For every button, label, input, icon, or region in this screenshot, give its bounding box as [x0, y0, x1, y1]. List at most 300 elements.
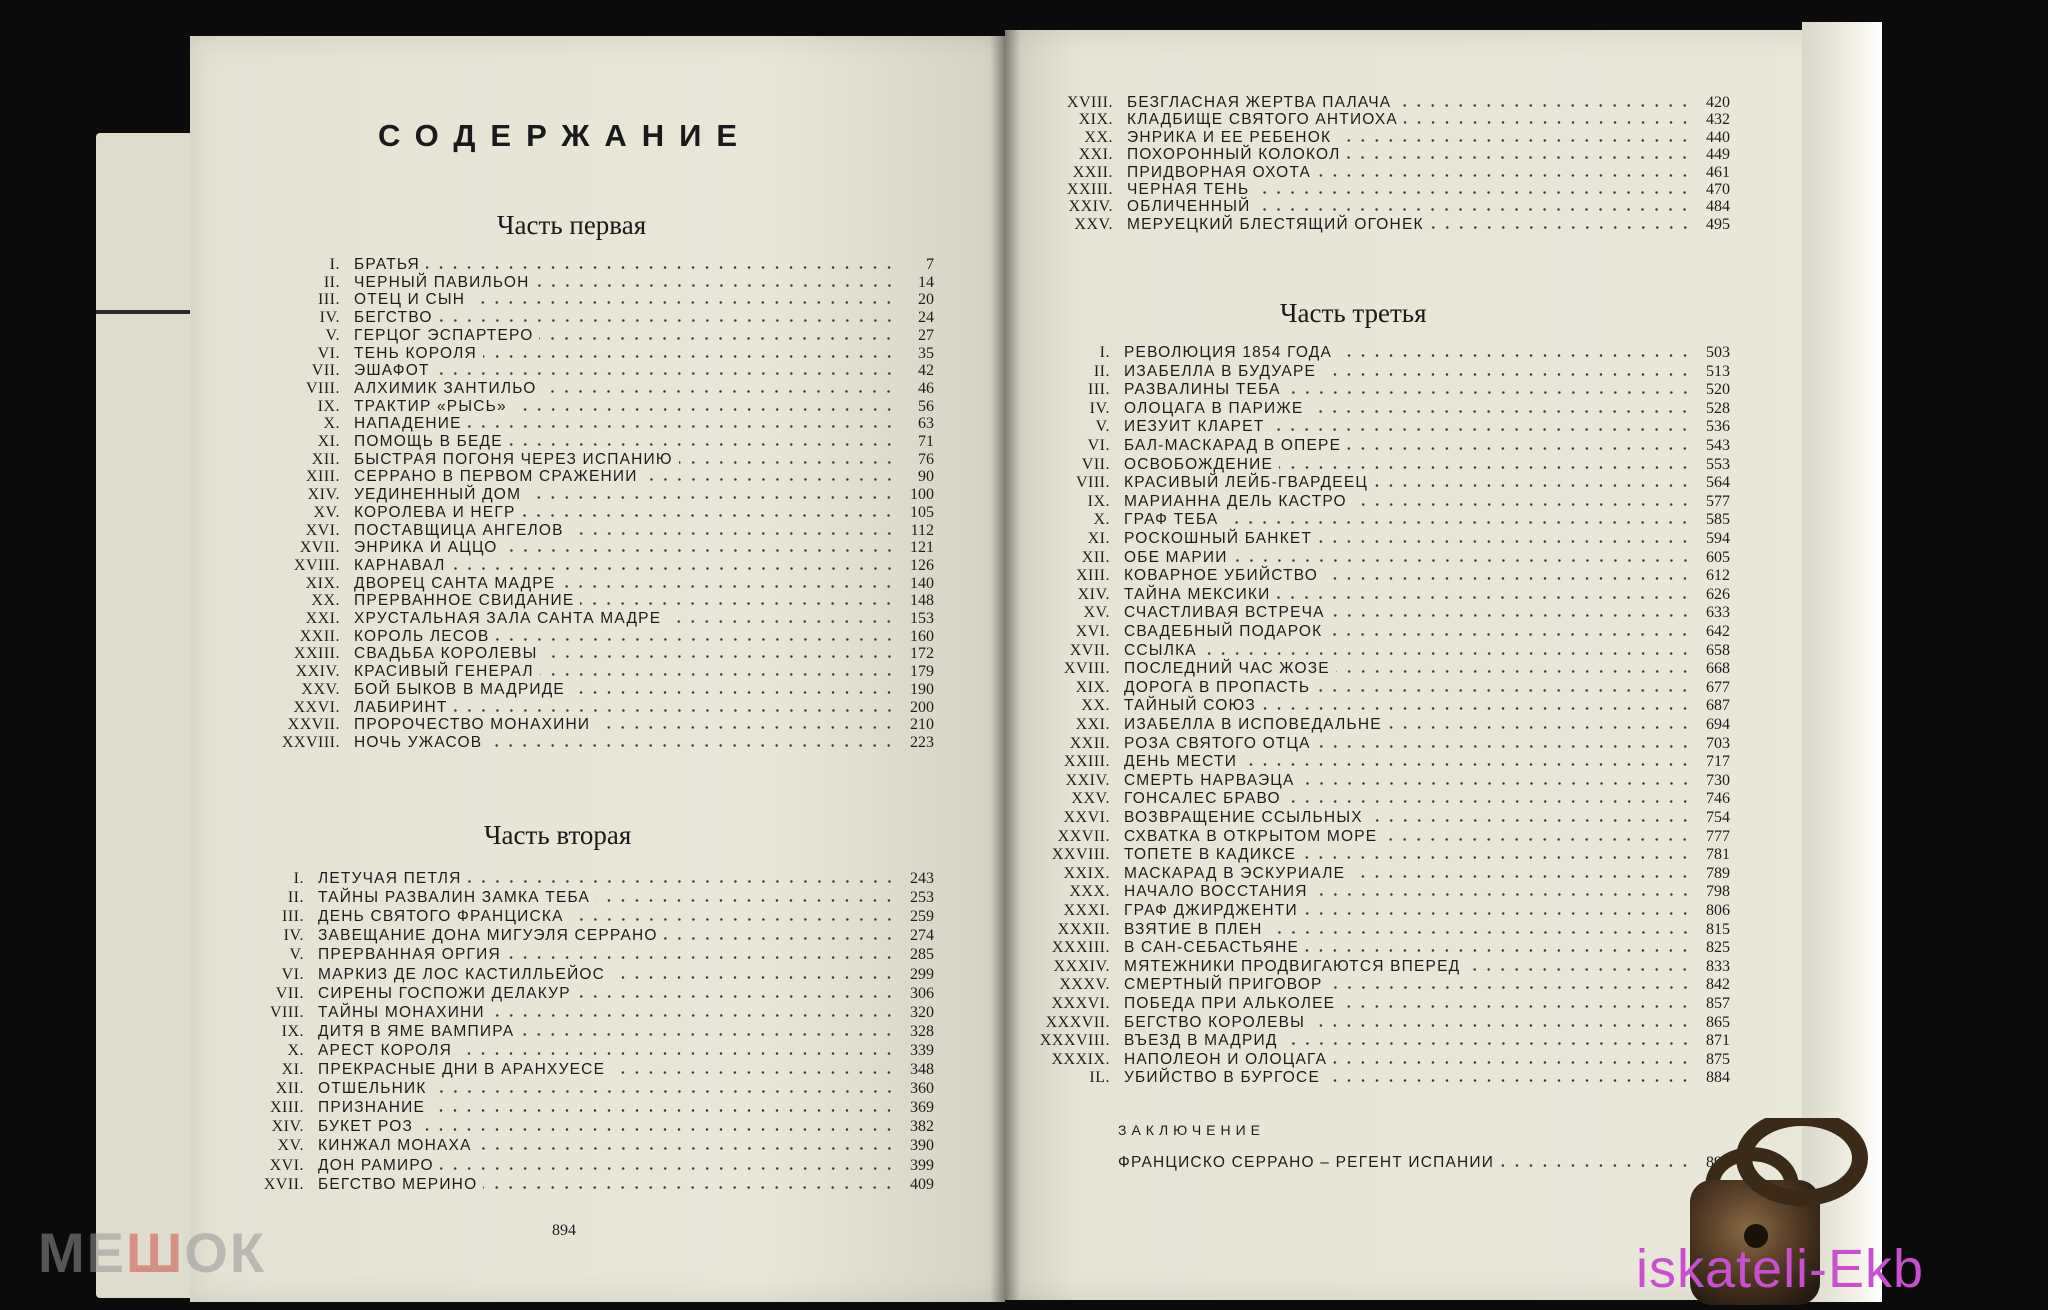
toc-entry	[222, 380, 934, 398]
chapter-title: ПОСЛЕДНИЙ ЧАС ЖОЗЕ	[1124, 660, 1330, 678]
chapter-page: 306	[910, 984, 934, 1002]
leader-dots	[1314, 893, 1692, 896]
leader-dots	[426, 266, 896, 269]
chapter-number: XX.	[1081, 697, 1110, 715]
toc-entry	[222, 1137, 934, 1155]
chapter-page: 585	[1706, 511, 1730, 529]
chapter-title: ЛЕТУЧАЯ ПЕТЛЯ	[318, 870, 462, 887]
chapter-number: VII.	[311, 362, 340, 380]
chapter-page: 825	[1706, 939, 1730, 957]
chapter-title: УЕДИНЕННЫЙ ДОМ	[354, 486, 522, 504]
leader-dots	[667, 620, 896, 623]
chapter-title: ПОМОЩЬ В БЕДЕ	[354, 433, 503, 450]
toc-entry	[1018, 642, 1730, 660]
conclusion-page: 891	[1706, 1154, 1730, 1171]
chapter-page: 543	[1706, 437, 1730, 454]
leader-dots	[1279, 466, 1692, 469]
chapter-page: 884	[1706, 1069, 1730, 1087]
toc-entry	[1018, 697, 1730, 715]
chapter-page: 253	[910, 889, 934, 907]
toc-entry	[1018, 474, 1730, 492]
chapter-title: ПРЕКРАСНЫЕ ДНИ В АРАНХУЕСЕ	[318, 1061, 606, 1078]
chapter-title: АРЕСТ КОРОЛЯ	[318, 1041, 453, 1059]
chapter-number: XXXII.	[1057, 920, 1110, 938]
chapter-number: XXIV.	[1068, 198, 1113, 216]
chapter-number: XXI.	[305, 610, 340, 627]
leader-dots	[644, 478, 896, 481]
chapter-page: 842	[1706, 976, 1730, 994]
leader-dots	[1304, 912, 1692, 915]
chapter-title: КОРОЛЕВА И НЕГР	[354, 503, 516, 521]
chapter-title: РОСКОШНЫЙ БАНКЕТ	[1124, 530, 1313, 547]
chapter-page: 200	[910, 698, 934, 716]
chapter-page: 243	[910, 870, 934, 887]
conclusion-entry	[1118, 1150, 1730, 1172]
leader-dots	[468, 425, 896, 428]
chapter-title: НАЧАЛО ВОССТАНИЯ	[1124, 883, 1308, 901]
leader-dots	[1388, 726, 1692, 729]
toc-entry	[1038, 94, 1730, 112]
chapter-title: ВЗЯТИЕ В ПЛЕН	[1124, 920, 1263, 938]
chapter-number: IV.	[319, 309, 340, 327]
chapter-title: ХРУСТАЛЬНАЯ ЗАЛА САНТА МАДРЕ	[354, 610, 662, 627]
leader-dots	[1287, 800, 1692, 803]
toc-entry	[222, 592, 934, 610]
leader-dots	[419, 1128, 896, 1131]
chapter-number: XX.	[1084, 128, 1113, 146]
chapter-title: КЛАДБИЩЕ СВЯТОГО АНТИОХА	[1127, 111, 1398, 129]
toc-entry	[222, 362, 934, 380]
toc-entry	[222, 889, 934, 907]
toc-entry	[222, 256, 934, 274]
chapter-title: СХВАТКА В ОТКРЫТОМ МОРЕ	[1124, 827, 1378, 845]
toc-entry	[222, 927, 934, 945]
toc-entry	[222, 699, 934, 717]
leader-dots	[664, 937, 896, 940]
leader-dots	[521, 514, 896, 517]
leader-dots	[1262, 707, 1692, 710]
leader-dots	[1317, 745, 1692, 748]
chapter-title: ОЛОЦАГА В ПАРИЖЕ	[1124, 399, 1304, 417]
chapter-title: ВЪЕЗД В МАДРИД	[1124, 1032, 1278, 1050]
watermark-meshok-post: ОК	[184, 1221, 267, 1284]
chapter-page: 513	[1706, 362, 1730, 380]
chapter-title: ГЕРЦОГ ЭСПАРТЕРО	[354, 326, 534, 344]
chapter-number: XIX.	[305, 574, 340, 592]
toc-entry	[222, 1099, 934, 1117]
chapter-title: ПРЕРВАННОЕ СВИДАНИЕ	[354, 592, 575, 610]
leader-dots	[1301, 782, 1693, 785]
page-stack-edge	[1802, 22, 1882, 1302]
toc-entry	[222, 309, 934, 327]
part-two-title: Часть вторая	[484, 820, 632, 850]
chapter-page: 339	[910, 1041, 934, 1059]
leader-dots	[611, 976, 896, 979]
chapter-title: ДЕНЬ МЕСТИ	[1124, 753, 1238, 771]
chapter-number: XXVI.	[1063, 809, 1110, 826]
leader-dots	[611, 1071, 896, 1074]
chapter-number: XXVII.	[1057, 827, 1110, 845]
chapter-number: IX.	[317, 397, 340, 415]
chapter-number: XVIII.	[1063, 660, 1110, 678]
chapter-page: 112	[910, 521, 934, 539]
toc-entry	[1018, 753, 1730, 771]
leader-dots	[488, 744, 896, 747]
chapter-page: 520	[1706, 381, 1730, 399]
toc-entry	[1018, 1014, 1730, 1032]
leader-dots	[1316, 689, 1692, 692]
leader-dots	[468, 880, 896, 883]
chapter-title: ГОНСАЛЕС БРАВО	[1124, 790, 1281, 808]
chapter-number: XVII.	[299, 539, 340, 557]
chapter-number: XXIX.	[1063, 864, 1110, 882]
chapter-title: БЕГСТВО КОРОЛЕВЫ	[1124, 1013, 1306, 1031]
chapter-title: ДОРОГА В ПРОПАСТЬ	[1124, 678, 1311, 696]
chapter-page: 694	[1706, 716, 1730, 733]
chapter-title: ИЗАБЕЛЛА В ИСПОВЕДАЛЬНЕ	[1124, 716, 1382, 733]
leader-dots	[1270, 428, 1692, 431]
leader-dots	[536, 284, 896, 287]
chapter-number: XIV.	[271, 1118, 304, 1136]
chapter-number: XXXVIII.	[1039, 1032, 1110, 1050]
leader-dots	[1346, 156, 1692, 159]
watermark-meshok-pre: МЕ	[38, 1221, 126, 1284]
chapter-page: 409	[910, 1175, 934, 1193]
toc-entry	[1018, 772, 1730, 790]
leader-dots	[571, 691, 896, 694]
chapter-number: XXX.	[1069, 883, 1110, 901]
toc-entry	[222, 1176, 934, 1194]
chapter-title: ЗАВЕЩАНИЕ ДОНА МИГУЭЛЯ СЕРРАНО	[318, 927, 658, 945]
leader-dots	[1287, 391, 1692, 394]
chapter-number: V.	[289, 946, 304, 964]
leader-dots	[1305, 949, 1692, 952]
chapter-title: ЛАБИРИНТ	[354, 698, 448, 716]
chapter-page: 369	[910, 1099, 934, 1117]
chapter-number: XI.	[281, 1061, 304, 1078]
toc-entry	[1018, 1051, 1730, 1069]
chapter-page: 71	[918, 433, 934, 450]
toc-entry	[1018, 865, 1730, 883]
chapter-number: XXVIII.	[281, 733, 340, 751]
leader-dots	[1224, 521, 1692, 524]
chapter-number: IL.	[1089, 1069, 1110, 1087]
toc-entry	[222, 870, 934, 888]
chapter-title: МЯТЕЖНИКИ ПРОДВИГАЮТСЯ ВПЕРЕД	[1124, 957, 1461, 975]
leader-dots	[1302, 856, 1692, 859]
chapter-page: 382	[910, 1118, 934, 1136]
chapter-title: НОЧЬ УЖАСОВ	[354, 733, 483, 751]
leader-dots	[1338, 354, 1692, 357]
chapter-page: 626	[1706, 585, 1730, 603]
chapter-title: ДИТЯ В ЯМЕ ВАМПИРА	[318, 1022, 515, 1040]
chapter-page: 153	[910, 610, 934, 627]
leader-dots	[577, 995, 896, 998]
leader-dots	[1243, 763, 1692, 766]
toc-entry	[1018, 400, 1730, 418]
chapter-title: ОБЕ МАРИИ	[1124, 548, 1228, 566]
chapter-page: 360	[910, 1080, 934, 1098]
chapter-title: УБИЙСТВО В БУРГОСЕ	[1124, 1069, 1320, 1087]
chapter-number: XIII.	[1075, 567, 1110, 585]
leader-dots	[679, 461, 896, 464]
chapter-number: I.	[293, 870, 304, 887]
leader-dots	[1255, 191, 1692, 194]
chapter-title: БЕЗГЛАСНАЯ ЖЕРТВА ПАЛАЧА	[1127, 94, 1392, 111]
leader-dots	[1383, 838, 1692, 841]
leader-dots	[1404, 121, 1692, 124]
chapter-page: 503	[1706, 344, 1730, 361]
chapter-number: XXII.	[1072, 163, 1113, 181]
leader-dots	[1234, 559, 1692, 562]
chapter-number: I.	[329, 256, 340, 273]
chapter-page: 320	[910, 1003, 934, 1021]
chapter-title: ОТШЕЛЬНИК	[318, 1080, 427, 1098]
part-three-title: Часть третья	[1280, 298, 1427, 328]
chapter-page: 20	[918, 291, 934, 309]
chapter-title: МЕРУЕЦКИЙ БЛЕСТЯЩИЙ ОГОНЕК	[1127, 215, 1424, 233]
chapter-number: XXXIII.	[1051, 939, 1110, 957]
chapter-page: 7	[926, 256, 934, 273]
toc-entry	[222, 468, 934, 486]
conclusion-title: ФРАНЦИСКО СЕРРАНО – РЕГЕНТ ИСПАНИИ	[1118, 1154, 1495, 1171]
chapter-number: XIV.	[1077, 585, 1110, 603]
leader-dots	[483, 355, 896, 358]
leader-dots	[1317, 174, 1692, 177]
chapter-number: XXIII.	[1066, 181, 1113, 198]
chapter-title: ОСВОБОЖДЕНИЕ	[1124, 455, 1274, 473]
leader-dots	[1374, 484, 1692, 487]
toc-entry	[222, 681, 934, 699]
toc-entry	[1018, 363, 1730, 381]
chapter-page: 815	[1706, 920, 1730, 938]
chapter-title: ПРОРОЧЕСТВО МОНАХИНИ	[354, 716, 591, 734]
leader-dots	[1326, 1079, 1692, 1082]
leader-dots	[527, 496, 896, 499]
chapter-title: ТАЙНЫЙ СОЮЗ	[1124, 697, 1256, 715]
leader-dots	[436, 372, 896, 375]
chapter-title: РАЗВАЛИНЫ ТЕБА	[1124, 381, 1281, 399]
chapter-title: ССЫЛКА	[1124, 641, 1197, 659]
toc-entry	[222, 645, 934, 663]
toc-entry	[1038, 129, 1730, 147]
leader-dots	[1256, 208, 1692, 211]
chapter-page: 140	[910, 574, 934, 592]
toc-entry	[1018, 679, 1730, 697]
contents-title: СОДЕРЖАНИЕ	[378, 118, 753, 153]
toc-entry	[1018, 549, 1730, 567]
leader-dots	[1329, 986, 1692, 989]
chapter-page: 223	[910, 733, 934, 751]
toc-entry	[222, 291, 934, 309]
chapter-number: XVII.	[1069, 641, 1110, 659]
chapter-page: 160	[910, 627, 934, 645]
toc-entry	[222, 274, 934, 292]
toc-entry	[1038, 111, 1730, 129]
chapter-number: IX.	[1087, 492, 1110, 510]
toc-entry	[222, 522, 934, 540]
leader-dots	[1309, 410, 1692, 413]
chapter-page: 105	[910, 503, 934, 521]
chapter-page: 420	[1706, 94, 1730, 111]
leader-dots	[1337, 139, 1692, 142]
leader-dots	[452, 567, 896, 570]
toc-entry	[222, 734, 934, 752]
leader-dots	[439, 319, 896, 322]
leader-dots	[1333, 1061, 1692, 1064]
chapter-page: 27	[918, 326, 934, 344]
chapter-page: 461	[1706, 163, 1730, 181]
chapter-number: IV.	[1089, 399, 1110, 417]
chapter-title: ПРЕРВАННАЯ ОРГИЯ	[318, 946, 501, 964]
chapter-page: 35	[918, 344, 934, 362]
chapter-title: ТРАКТИР «РЫСЬ»	[354, 397, 507, 415]
toc-entry	[1018, 828, 1730, 846]
toc-entry	[222, 345, 934, 363]
toc-entry	[222, 1004, 934, 1022]
toc-entry	[222, 1042, 934, 1060]
chapter-title: БЕГСТВО	[354, 309, 433, 327]
chapter-number: XI.	[317, 433, 340, 450]
chapter-title: МАРКИЗ ДЕ ЛОС КАСТИЛЛЬЕЙОС	[318, 965, 606, 983]
chapter-number: XX.	[311, 592, 340, 610]
chapter-page: 440	[1706, 128, 1730, 146]
toc-entry	[222, 716, 934, 734]
toc-entry	[1018, 809, 1730, 827]
chapter-number: VI.	[317, 344, 340, 362]
chapter-page: 470	[1706, 181, 1730, 198]
chapter-page: 605	[1706, 548, 1730, 566]
chapter-number: XVI.	[269, 1156, 304, 1174]
chapter-page: 484	[1706, 198, 1730, 216]
chapter-page: 495	[1706, 215, 1730, 233]
leader-dots	[478, 1147, 896, 1150]
chapter-title: ПОБЕДА ПРИ АЛЬКОЛЕЕ	[1124, 995, 1336, 1012]
toc-entry	[222, 663, 934, 681]
leader-dots	[540, 673, 896, 676]
chapter-page: 564	[1706, 474, 1730, 492]
chapter-page: 754	[1706, 809, 1730, 826]
chapter-number: XXIV.	[1065, 771, 1110, 789]
toc-entry	[1018, 567, 1730, 585]
chapter-title: СВАДЕБНЫЙ ПОДАРОК	[1124, 623, 1323, 640]
leader-dots	[483, 1186, 896, 1189]
toc-entry	[1038, 198, 1730, 216]
chapter-title: ПРИЗНАНИЕ	[318, 1099, 425, 1117]
chapter-title: ГРАФ ТЕБА	[1124, 511, 1219, 529]
chapter-title: НАПАДЕНИЕ	[354, 415, 462, 433]
leader-dots	[1318, 540, 1692, 543]
leader-dots	[1397, 104, 1692, 107]
chapter-page: 24	[918, 309, 934, 327]
chapter-page: 717	[1706, 753, 1730, 771]
chapter-title: РЕВОЛЮЦИЯ 1854 ГОДА	[1124, 344, 1332, 361]
chapter-title: БУКЕТ РОЗ	[318, 1118, 414, 1136]
chapter-page: 577	[1706, 492, 1730, 510]
chapter-title: ИЗАБЕЛЛА В БУДУАРЕ	[1124, 362, 1317, 380]
chapter-page: 781	[1706, 846, 1730, 864]
chapter-number: III.	[318, 291, 340, 309]
chapter-number: XXIII.	[1063, 753, 1110, 771]
leader-dots	[504, 549, 896, 552]
chapter-page: 528	[1706, 399, 1730, 417]
chapter-title: ДОН РАМИРО	[318, 1156, 434, 1174]
chapter-page: 806	[1706, 902, 1730, 919]
toc-entry	[1018, 493, 1730, 511]
leader-dots	[1324, 577, 1692, 580]
toc-entry	[1018, 921, 1730, 939]
chapter-page: 798	[1706, 883, 1730, 901]
chapter-number: VI.	[1087, 437, 1110, 454]
chapter-page: 285	[910, 946, 934, 964]
chapter-page: 14	[918, 273, 934, 291]
chapter-number: XXII.	[299, 627, 340, 645]
chapter-number: II.	[323, 273, 340, 291]
toc-entry	[1038, 181, 1730, 199]
chapter-number: XVI.	[305, 521, 340, 539]
chapter-page: 730	[1706, 771, 1730, 789]
part-one-title: Часть первая	[497, 210, 647, 240]
chapter-page: 126	[910, 556, 934, 574]
chapter-page: 857	[1706, 995, 1730, 1012]
chapter-number: X.	[323, 415, 340, 433]
chapter-number: V.	[325, 326, 340, 344]
toc-entry	[222, 1061, 934, 1079]
chapter-title: В САН-СЕБАСТЬЯНЕ	[1124, 939, 1300, 957]
chapter-title: ЧЕРНЫЙ ПАВИЛЬОН	[354, 273, 530, 291]
toc-entry	[222, 1157, 934, 1175]
toc-entry	[1018, 1069, 1730, 1087]
toc-entry	[1018, 995, 1730, 1013]
toc-entry	[222, 966, 934, 984]
conclusion-label: ЗАКЛЮЧЕНИЕ	[1118, 1122, 1265, 1138]
chapter-number: I.	[1099, 344, 1110, 361]
chapter-title: МАРИАННА ДЕЛЬ КАСТРО	[1124, 492, 1347, 510]
toc-entry	[222, 539, 934, 557]
chapter-page: 865	[1706, 1013, 1730, 1031]
chapter-title: КРАСИВЫЙ ГЕНЕРАЛ	[354, 663, 534, 681]
leader-dots	[1341, 1005, 1692, 1008]
chapter-title: ТОПЕТЕ В КАДИКСЕ	[1124, 846, 1297, 864]
toc-entry	[1038, 146, 1730, 164]
chapter-number: XI.	[1087, 530, 1110, 547]
chapter-title: СЧАСТЛИВАЯ ВСТРЕЧА	[1124, 604, 1325, 622]
leader-dots	[1331, 614, 1692, 617]
chapter-number: XXIII.	[293, 645, 340, 663]
toc-entry	[222, 946, 934, 964]
chapter-page: 449	[1706, 146, 1730, 164]
chapter-number: II.	[287, 889, 304, 907]
watermark-meshok-highlight: Ш	[126, 1221, 185, 1284]
toc-entry	[222, 908, 934, 926]
toc-entry	[1038, 164, 1730, 182]
chapter-number: XV.	[277, 1137, 304, 1155]
chapter-number: XXXVI.	[1051, 995, 1110, 1012]
leader-dots	[1466, 968, 1692, 971]
chapter-title: БАЛ-МАСКАРАД В ОПЕРЕ	[1124, 437, 1342, 454]
chapter-page: 56	[918, 397, 934, 415]
chapter-number: XXI.	[1078, 146, 1113, 164]
chapter-number: XII.	[275, 1080, 304, 1098]
chapter-page: 121	[910, 539, 934, 557]
leader-dots	[570, 532, 896, 535]
chapter-number: XXXIV.	[1053, 957, 1110, 975]
chapter-number: XXV.	[1071, 790, 1110, 808]
chapter-number: II.	[1093, 362, 1110, 380]
chapter-page: 553	[1706, 455, 1730, 473]
chapter-page: 875	[1706, 1050, 1730, 1068]
chapter-number: XXI.	[1075, 716, 1110, 733]
